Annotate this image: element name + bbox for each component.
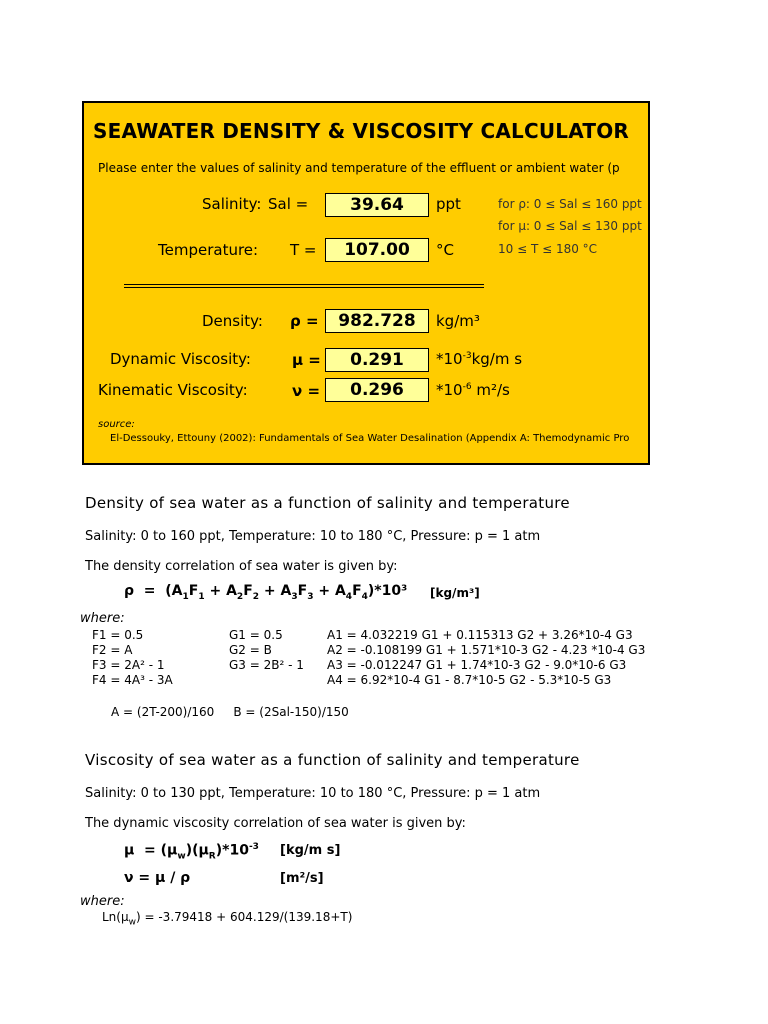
source-label: source: bbox=[98, 419, 135, 430]
ln-muw-definition: $Ln(\mu_w) = -3.79418 + 604.129/(139.18+T)$ bbox=[102, 910, 353, 928]
f1-definition: F1 = 0.5 bbox=[92, 628, 144, 642]
mu-formula: $\mu = (\mu_w)(\mu_R)*10^{-3}$ bbox=[124, 842, 259, 862]
nu-formula: ν = μ / ρ bbox=[124, 870, 191, 886]
salinity-range-density: for ρ: 0 ≤ Sal ≤ 160 ppt bbox=[498, 197, 642, 211]
f2-definition: F2 = A bbox=[92, 643, 133, 657]
temperature-unit: °C bbox=[436, 241, 454, 259]
dynamic-viscosity-label: Dynamic Viscosity: bbox=[110, 350, 251, 368]
divider-top-line bbox=[124, 284, 484, 285]
viscosity-heading: Viscosity of sea water as a function of salinity and temperature bbox=[85, 751, 580, 769]
kinematic-viscosity-unit: $*10^{-6}$ m²/s bbox=[436, 381, 510, 399]
salinity-unit: ppt bbox=[436, 195, 461, 213]
viscosity-intro: The dynamic viscosity correlation of sea water is given by: bbox=[85, 816, 466, 831]
density-symbol: ρ = bbox=[290, 312, 319, 330]
source-text: El-Dessouky, Ettouny (2002): Fundamentals of Sea Water Desalination (Appendix A: Themodynamic Pro bbox=[110, 433, 630, 444]
density-conditions: Salinity: 0 to 160 ppt, Temperature: 10 to 180 °C, Pressure: p = 1 atm bbox=[85, 529, 541, 544]
temperature-label: Temperature: bbox=[158, 241, 259, 259]
density-intro: The density correlation of sea water is given by: bbox=[85, 559, 398, 574]
salinity-symbol: Sal = bbox=[268, 195, 309, 213]
salinity-label: Salinity: bbox=[202, 195, 262, 213]
g1-definition: G1 = 0.5 bbox=[229, 628, 283, 642]
kinematic-viscosity-output: 0.296 bbox=[325, 378, 429, 402]
kinematic-viscosity-label: Kinematic Viscosity: bbox=[98, 381, 248, 399]
kinematic-viscosity-symbol: ν = bbox=[292, 382, 321, 400]
nu-formula-unit: [m²/s] bbox=[280, 871, 324, 886]
viscosity-conditions: Salinity: 0 to 130 ppt, Temperature: 10 to 180 °C, Pressure: p = 1 atm bbox=[85, 786, 541, 801]
g3-definition: G3 = 2B² - 1 bbox=[229, 658, 304, 672]
density-label: Density: bbox=[202, 312, 263, 330]
dynamic-viscosity-output: 0.291 bbox=[325, 348, 429, 372]
a4-definition: A4 = 6.92*10-4 G1 - 8.7*10-5 G2 - 5.3*10-5 G3 bbox=[327, 673, 612, 687]
temperature-symbol: T = bbox=[290, 241, 317, 259]
instructions-text: Please enter the values of salinity and temperature of the effluent or ambient water (p bbox=[98, 161, 620, 175]
mu-formula-unit: [kg/m s] bbox=[280, 843, 341, 858]
density-unit: kg/m³ bbox=[436, 312, 480, 330]
viscosity-where: where: bbox=[80, 894, 125, 909]
a3-definition: A3 = -0.012247 G1 + 1.74*10-3 G2 - 9.0*10-6 G3 bbox=[327, 658, 627, 672]
density-formula-unit: [kg/m³] bbox=[430, 586, 480, 600]
dynamic-viscosity-unit: $*10^{-3}kg/m$ s bbox=[436, 350, 523, 368]
calculator-panel bbox=[82, 101, 650, 465]
salinity-input[interactable]: 39.64 bbox=[325, 193, 429, 217]
ab-definition: A = (2T-200)/160 B = (2Sal-150)/150 bbox=[111, 705, 349, 719]
temperature-input[interactable]: 107.00 bbox=[325, 238, 429, 262]
density-heading: Density of sea water as a function of salinity and temperature bbox=[85, 494, 570, 512]
density-output: 982.728 bbox=[325, 309, 429, 333]
calculator-title: SEAWATER DENSITY & VISCOSITY CALCULATOR bbox=[93, 119, 630, 143]
a2-definition: A2 = -0.108199 G1 + 1.571*10-3 G2 - 4.23 *10-4 G3 bbox=[327, 643, 646, 657]
a1-definition: A1 = 4.032219 G1 + 0.115313 G2 + 3.26*10-4 G3 bbox=[327, 628, 633, 642]
g2-definition: G2 = B bbox=[229, 643, 272, 657]
divider-bottom-line bbox=[124, 287, 484, 288]
f3-definition: F3 = 2A² - 1 bbox=[92, 658, 165, 672]
salinity-range-viscosity: for μ: 0 ≤ Sal ≤ 130 ppt bbox=[498, 219, 642, 233]
dynamic-viscosity-symbol: μ = bbox=[292, 351, 321, 369]
temperature-range: 10 ≤ T ≤ 180 °C bbox=[498, 242, 598, 256]
f4-definition: F4 = 4A³ - 3A bbox=[92, 673, 173, 687]
density-where: where: bbox=[80, 611, 125, 626]
density-formula: $\rho = (A_1F_1 + A_2F_2 + A_3F_3 + A_4F_4)*10^3$ bbox=[124, 583, 408, 602]
